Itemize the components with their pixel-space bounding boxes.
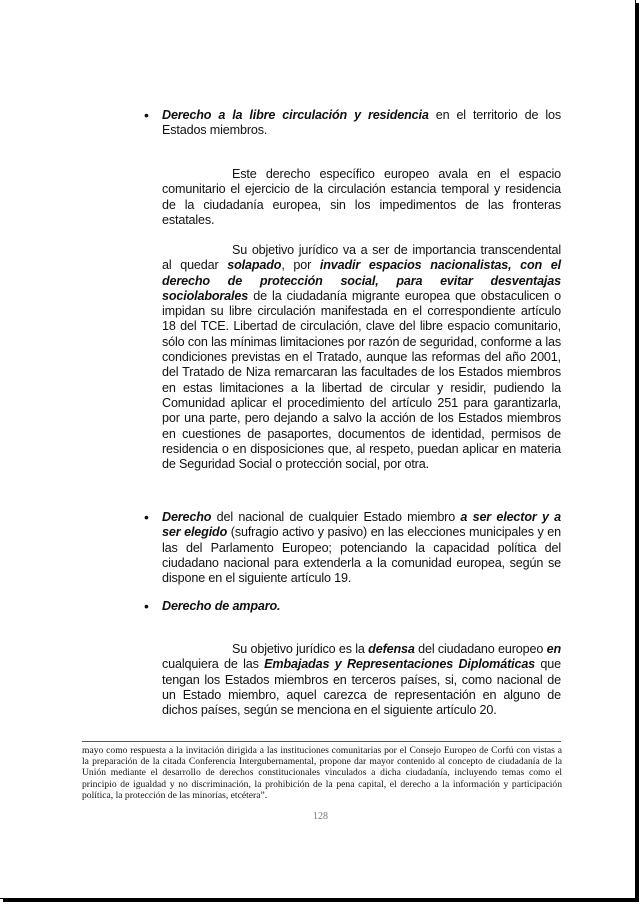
bullet-marker: • — [144, 509, 149, 525]
text-run: cualquiera de las — [162, 657, 265, 672]
section-voting-rights — [162, 510, 561, 586]
text-run: Su objetivo jurídico es la — [232, 642, 369, 656]
text-run: (sufragio activo y pasivo) en las elecciones municipales y en las del Parlamento Europeo; potenciando la capacidad política del ciudadano nacional para extenderla a la comunidad europea, según se dispone en el siguiente artículo 19. — [162, 525, 561, 586]
emphasis-run: Embajadas y Representaciones Diplomáticas — [264, 657, 536, 672]
footnote-separator — [82, 741, 561, 742]
page-number: 128 — [313, 811, 328, 822]
emphasis-run: a ser elector y a ser elegido — [162, 510, 561, 540]
text-run: de la ciudadanía migrante europea que obstaculicen o impidan su libre circulación manifestada en el correspondiente artículo 18 del TCE. Libertad de circulación, clave del libre espacio comunitario, sólo con las mínimas limitaciones por razón de seguridad, conforme a las condiciones previstas en el Tratado, aunque las reformas del año 2001, del Tratado de Niza remarcaran las facultades de los Estados miembros en estas limitaciones a la libertad de circular y residir, pudiendo la Comunidad aplicar el procedimiento del artículo 251 para garantizarla, por una parte, pero dejando a salvo la acción de los Estados miembros en cuestiones de pasaportes, documentos de identidad, permisos de residencia o en disposiciones que, al respeto, puedan aplicar en materia de Seguridad Social o protección social, por otra. — [162, 288, 561, 472]
emphasis-run: Derecho — [162, 510, 212, 524]
emphasis-run: en — [546, 642, 561, 656]
emphasis-run: defensa — [368, 642, 415, 656]
heading-bold-text: Derecho a la libre circulación y residencia — [162, 108, 429, 122]
text-run: del nacional de cualquier Estado miembro — [211, 510, 461, 524]
text-run: del ciudadano europeo — [414, 642, 547, 656]
emphasis-run: solapado — [227, 258, 282, 273]
heading-bold-text: Derecho de amparo. — [162, 599, 281, 613]
emphasis-run: invadir espacios nacionalistas, con el derecho de protección social, para evitar desventajas sociolaborales — [162, 258, 561, 303]
bullet-marker: • — [144, 107, 149, 123]
text-run: que tengan los Estados miembros en terceros países, si, como nacional de un Estado miembro, aquel carezca de representación en alguno de dichos países, según se menciona en el siguiente artículo 20. — [162, 657, 561, 718]
paragraph-free-movement-description: Este derecho específico europeo avala en el espacio comunitario el ejercicio de la circulación estancia temporal y residencia de la ciudadanía europea, sin los impedimentos de las fronteras estatales. — [162, 167, 561, 227]
text-run: Su objetivo jurídico va a ser de importancia transcendental al quedar — [162, 243, 561, 273]
heading-text: en el territorio de los Estados miembros. — [162, 108, 562, 138]
paragraph-diplomatic-protection — [162, 642, 561, 718]
footnote-text: mayo como respuesta a la invitación dirigida a las instituciones comunitarias por el Consejo Europeo de Corfú con vistas a la preparación de la citada Conferencia Intergubernamental, propone dar mayor contenido al concepto de ciudadanía de la Unión mediante el desarrollo de derechos constitucionales vinculados a dicha ciudadanía, incluyendo temas como el principio de igualdad y no discriminación, la prohibición de la pena capital, el derecho a la información y participación política, la protección de las minorías, etcétera”. — [82, 745, 562, 801]
text-run: , por — [281, 258, 320, 273]
section-heading-free-movement — [162, 108, 561, 139]
section-heading-protection — [162, 599, 561, 614]
bullet-marker: • — [144, 598, 149, 614]
paragraph-legal-objective — [162, 243, 561, 472]
